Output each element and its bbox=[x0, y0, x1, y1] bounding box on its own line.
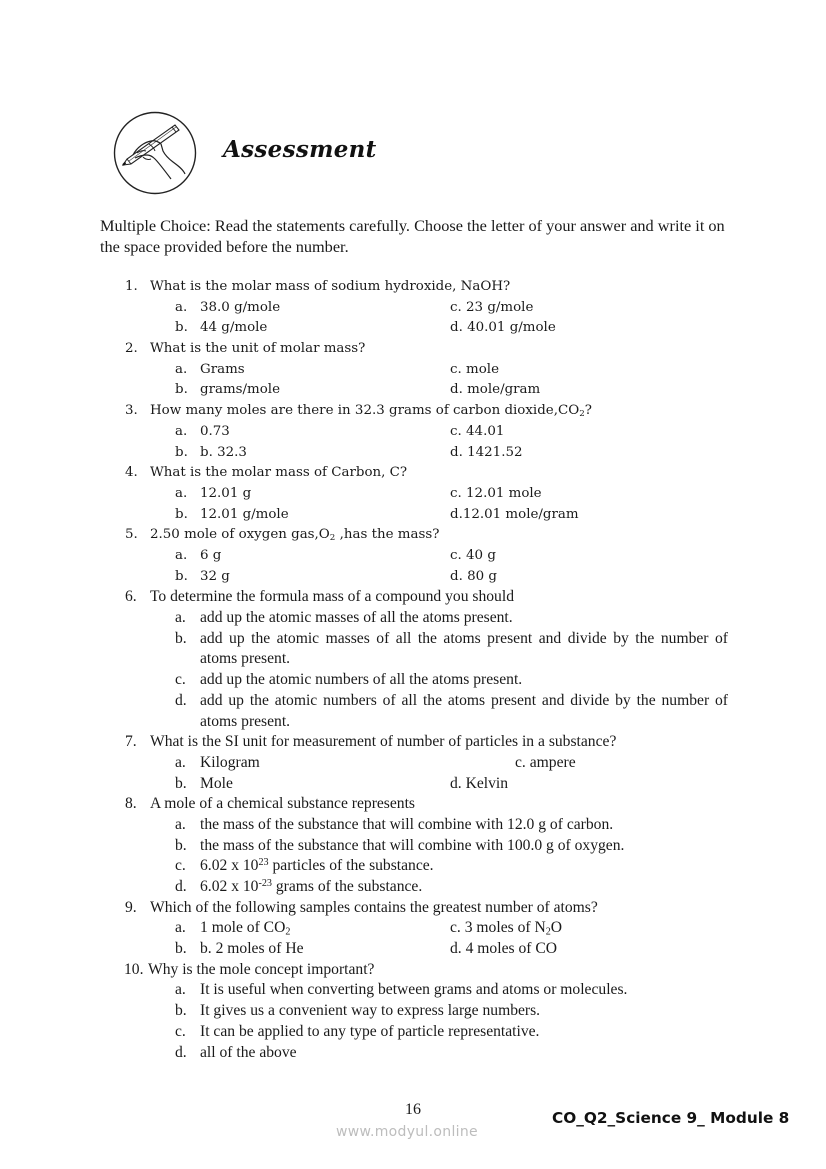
option-a: 0.73 bbox=[200, 423, 230, 439]
option-b: b. 2 moles of He bbox=[200, 940, 304, 958]
option-c: It can be applied to any type of particle representative. bbox=[200, 1022, 540, 1040]
hand-writing-with-pencil-icon bbox=[113, 111, 197, 195]
question-2 bbox=[100, 339, 740, 401]
question-text: Which of the following samples contains the greatest number of atoms? bbox=[150, 898, 598, 916]
section-title: Assessment bbox=[223, 136, 377, 163]
option-letter: a. bbox=[175, 815, 186, 833]
option-b: grams/mole bbox=[200, 382, 281, 398]
option-c: c. 12.01 mole bbox=[450, 485, 542, 501]
option-d: d. 40.01 g/mole bbox=[450, 320, 556, 336]
option-a: It is useful when converting between grams and atoms or molecules. bbox=[200, 981, 628, 999]
option-letter: c. bbox=[175, 857, 186, 875]
option-letter: b. bbox=[175, 1002, 187, 1020]
question-text: What is the molar mass of Carbon, C? bbox=[150, 465, 408, 481]
option-c: c. mole bbox=[450, 361, 499, 377]
option-letter: a. bbox=[175, 361, 188, 377]
module-label: CO_Q2_Science 9_ Module 8 bbox=[552, 1109, 790, 1127]
option-letter: c. bbox=[175, 671, 186, 689]
option-letter: a. bbox=[175, 919, 186, 937]
option-a: the mass of the substance that will combine with 12.0 g of carbon. bbox=[200, 815, 614, 833]
question-number: 8. bbox=[125, 795, 137, 813]
question-number: 2. bbox=[125, 341, 138, 357]
option-letter: b. bbox=[175, 568, 188, 584]
question-text: Why is the mole concept important? bbox=[148, 960, 375, 978]
option-a: 12.01 g bbox=[200, 485, 252, 501]
option-d: add up the atomic numbers of all the atoms present and divide by the number of atoms present. bbox=[200, 691, 728, 730]
question-number: 7. bbox=[125, 733, 137, 751]
option-letter: a. bbox=[175, 609, 186, 626]
option-d: d. mole/gram bbox=[450, 382, 541, 398]
question-number: 5. bbox=[125, 527, 138, 543]
question-9 bbox=[100, 898, 740, 960]
option-d: d. 1421.52 bbox=[450, 444, 523, 460]
option-letter: d. bbox=[175, 1043, 187, 1061]
question-number: 4. bbox=[125, 465, 138, 481]
option-d: all of the above bbox=[200, 1043, 297, 1061]
option-d: d.12.01 mole/gram bbox=[450, 506, 579, 522]
option-a: 38.0 g/mole bbox=[200, 299, 281, 315]
question-number: 1. bbox=[125, 279, 138, 294]
question-6 bbox=[100, 587, 740, 732]
page-number: 16 bbox=[405, 1101, 421, 1118]
question-4 bbox=[100, 463, 740, 525]
option-d: d. 4 moles of CO bbox=[450, 940, 558, 958]
option-b: Mole bbox=[200, 774, 233, 792]
option-b: the mass of the substance that will combine with 100.0 g of oxygen. bbox=[200, 836, 625, 854]
option-c: add up the atomic numbers of all the atoms present. bbox=[200, 671, 523, 689]
question-number: 10. bbox=[124, 960, 144, 978]
option-d: d. 80 g bbox=[450, 568, 497, 584]
option-letter: a. bbox=[175, 485, 188, 501]
option-letter: b. bbox=[175, 836, 187, 854]
question-text: 2.50 mole of oxygen $gas,O_2$ ,has the mass? bbox=[150, 527, 440, 544]
question-list bbox=[100, 277, 740, 1063]
question-7 bbox=[100, 732, 740, 794]
question-text: How many moles are there in 32.3 grams of carbon $dioxide,CO_2$? bbox=[150, 403, 592, 420]
option-letter: c. bbox=[175, 1022, 186, 1040]
option-letter: b. bbox=[175, 629, 187, 647]
option-a: Kilogram bbox=[200, 753, 260, 771]
option-c: c. 3 moles of $N_2O$ bbox=[450, 919, 563, 938]
option-letter: b. bbox=[175, 382, 188, 398]
option-letter: b. bbox=[175, 774, 187, 792]
question-text: A mole of a chemical substance represents bbox=[150, 795, 415, 813]
question-number: 6. bbox=[125, 588, 137, 606]
option-b: b. 32.3 bbox=[200, 444, 247, 460]
option-c: c. 23 g/mole bbox=[450, 299, 534, 315]
question-text: What is the SI unit for measurement of number of particles in a substance? bbox=[150, 733, 617, 751]
option-a: 1 mole of $CO_2$ bbox=[200, 919, 291, 938]
option-letter: a. bbox=[175, 753, 186, 771]
option-b: 44 g/mole bbox=[200, 320, 268, 336]
option-a: Grams bbox=[200, 361, 245, 377]
question-text: What is the molar mass of sodium hydroxide, NaOH? bbox=[150, 279, 511, 294]
watermark: www.modyul.online bbox=[336, 1124, 478, 1140]
option-letter: a. bbox=[175, 981, 186, 999]
question-text: To determine the formula mass of a compound you should bbox=[150, 588, 514, 606]
option-c: c. 44.01 bbox=[450, 423, 505, 439]
option-letter: b. bbox=[175, 320, 188, 336]
question-text: What is the unit of molar mass? bbox=[150, 341, 366, 357]
option-b: It gives us a convenient way to express large numbers. bbox=[200, 1002, 541, 1020]
option-b: 12.01 g/mole bbox=[200, 506, 289, 522]
option-letter: b. bbox=[175, 444, 188, 460]
question-number: 9. bbox=[125, 898, 137, 916]
option-letter: a. bbox=[175, 547, 188, 563]
option-c: 6.02 x $10^{23}$ particles of the substance. bbox=[200, 857, 434, 875]
option-c: c. ampere bbox=[515, 753, 576, 771]
option-letter: a. bbox=[175, 299, 188, 315]
question-1 bbox=[100, 277, 740, 339]
instructions: Multiple Choice: Read the statements carefully. Choose the letter of your answer and write it on the space provided before the number. bbox=[100, 216, 725, 256]
option-c: c. 40 g bbox=[450, 547, 496, 563]
option-letter: d. bbox=[175, 878, 187, 896]
option-a: add up the atomic masses of all the atoms present. bbox=[200, 609, 513, 626]
question-3 bbox=[100, 401, 740, 463]
option-b: 32 g bbox=[200, 568, 230, 584]
option-letter: b. bbox=[175, 506, 188, 522]
option-d: 6.02 x $10^{-23}$ grams of the substance. bbox=[200, 877, 423, 896]
question-8 bbox=[100, 794, 740, 897]
option-b: add up the atomic masses of all the atoms present and divide by the number of atoms present. bbox=[200, 629, 728, 668]
option-a: 6 g bbox=[200, 547, 222, 563]
option-letter: d. bbox=[175, 691, 187, 709]
option-letter: a. bbox=[175, 423, 188, 439]
question-5 bbox=[100, 525, 740, 587]
option-letter: b. bbox=[175, 940, 187, 958]
option-d: d. Kelvin bbox=[450, 774, 509, 792]
question-number: 3. bbox=[125, 403, 138, 419]
question-10 bbox=[100, 960, 740, 1063]
